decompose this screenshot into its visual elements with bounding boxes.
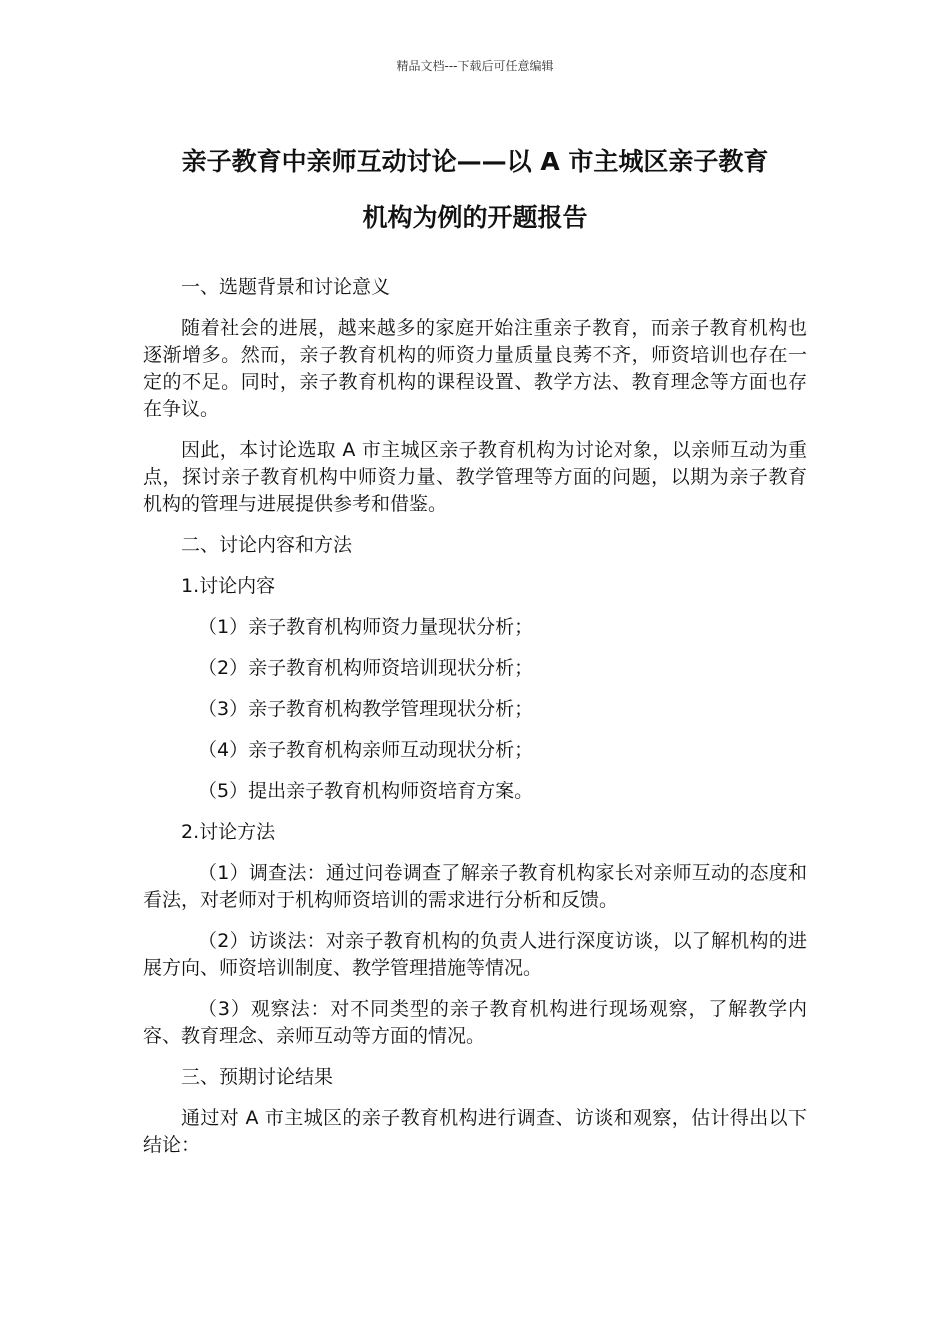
method-item-2: （2）访谈法：对亲子教育机构的负责人进行深度访谈，以了解机构的进展方向、师资培训制度、教学管理措施等情况。 <box>143 930 807 979</box>
section-2-subheading-content: 1.讨论内容 <box>181 575 276 597</box>
content-item-4: （4）亲子教育机构亲师互动现状分析； <box>198 739 534 761</box>
section-1-paragraph-2: 因此，本讨论选取 A 市主城区亲子教育机构为讨论对象，以亲师互动为重点，探讨亲子教育机构中师资力量、教学管理等方面的问题，以期为亲子教育机构的管理与进展提供参考和借鉴。 <box>143 439 807 515</box>
content-item-5: （5）提出亲子教育机构师资培育方案。 <box>198 780 534 802</box>
title-line-2: 机构为例的开题报告 <box>362 203 588 232</box>
section-1-heading: 一、选题背景和讨论意义 <box>181 276 391 298</box>
content-item-1: （1）亲子教育机构师资力量现状分析； <box>198 616 534 638</box>
section-2-heading: 二、讨论内容和方法 <box>181 534 353 556</box>
title-line-1: 亲子教育中亲师互动讨论——以 A 市主城区亲子教育 <box>181 147 769 176</box>
section-1-paragraph-1: 随着社会的进展，越来越多的家庭开始注重亲子教育，而亲子教育机构也逐渐增多。然而，亲子教育机构的师资力量质量良莠不齐，师资培训也存在一定的不足。同时，亲子教育机构的课程设置、教学方法、教育理念等方面也存在争议。 <box>143 317 807 420</box>
section-2-subheading-methods: 2.讨论方法 <box>181 821 276 843</box>
method-item-1: （1）调查法：通过问卷调查了解亲子教育机构家长对亲师互动的态度和看法，对老师对于机构师资培训的需求进行分析和反馈。 <box>143 862 807 911</box>
section-3-heading: 三、预期讨论结果 <box>181 1066 334 1088</box>
header-note: 精品文档---下载后可任意编辑 <box>396 59 554 73</box>
content-item-3: （3）亲子教育机构教学管理现状分析； <box>198 698 534 720</box>
document-body <box>143 274 807 1173</box>
method-item-3: （3）观察法：对不同类型的亲子教育机构进行现场观察，了解教学内容、教育理念、亲师互动等方面的情况。 <box>143 998 807 1047</box>
content-item-2: （2）亲子教育机构师资培训现状分析； <box>198 657 534 679</box>
document-title <box>140 134 810 246</box>
section-3-paragraph-1: 通过对 A 市主城区的亲子教育机构进行调查、访谈和观察，估计得出以下结论： <box>143 1107 807 1156</box>
